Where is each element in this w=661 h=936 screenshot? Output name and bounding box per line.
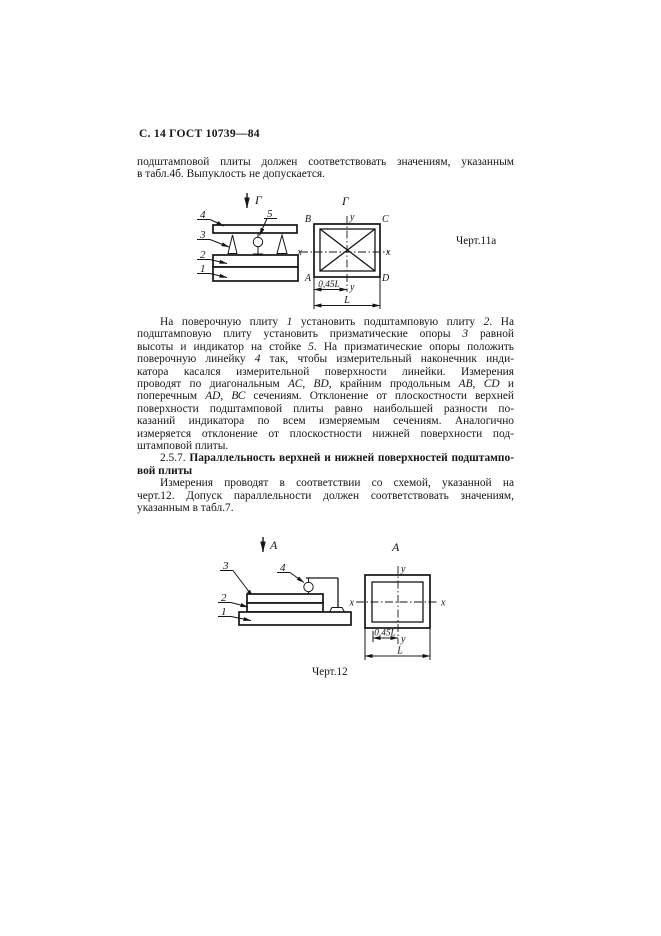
axis-x-right: x [386,247,391,258]
text-line: вой плиты [137,464,193,477]
top-view-title: А [392,540,400,554]
plate-outline [365,575,430,628]
fig12-top-view [349,540,446,660]
text-line: катора касался измерительной поверхности линейки. Измерения [137,365,514,378]
plate-1-side [239,612,351,625]
corner-c: C [382,214,389,225]
axis-y-bottom: y [401,634,406,645]
text-line: штамповой плиты. [137,440,229,453]
figure-11a-caption: Черт.11а [456,235,497,247]
callout-2: 2 [221,592,227,604]
plate-2-side [213,255,298,267]
dim-045l-label: 0,45L [318,280,340,290]
axis-x-right: x [441,597,446,609]
paragraph-intro [137,156,514,181]
text-line: казаний индикатора по всем измеряемым сечениям. Аналогично [137,415,514,428]
text-line: в табл.4б. Выпуклость не допускается. [137,168,326,181]
dimension-045l [314,277,347,293]
page-header: С. 14 ГОСТ 10739—84 [139,127,260,140]
corner-b: B [304,214,311,225]
section-heading-2-5-7 [137,452,514,477]
indicator [253,233,263,254]
paragraph-parallelism [137,477,514,514]
main-text-column [137,316,514,515]
text-line: высоты и индикатор на стойке 5. На призматические опоры положить [137,340,514,353]
top-view-title: Г [342,194,349,208]
figure-12 [180,535,470,667]
prism-support-left [228,235,237,254]
callout-3: 3 [200,229,206,241]
plate-1-side [213,267,298,281]
axis-y-bottom: y [350,282,355,293]
callout-4: 4 [280,562,286,574]
ruler-bar [213,225,297,233]
dim-l-label: L [344,295,350,306]
text-line: поверочную линейку 4 так, чтобы измерительный наконечник инди- [137,353,514,366]
dim-l-label: L [397,645,403,657]
fig11a-side-view [197,193,298,281]
text-line: подштамповой плиты должен соответствовать значениям, указанным [137,156,514,168]
corner-d: D [382,273,390,284]
text-line: поверхности подштамповой плиты равно наибольшей разности по- [137,402,514,415]
callout-1: 1 [200,263,206,275]
text-line: подштамповую плиту установить призматические опоры 3 равной [137,328,514,341]
text-line: 2.5.7. Параллельность верхней и нижней поверхностей подштампо- [160,452,514,465]
text-line: измеряется отклонение от плоскостности нижней поверхности под- [137,427,514,440]
callout-2: 2 [200,249,206,261]
view-direction-label: Г [255,193,262,207]
text-line: Измерения проводят в соответствии со схемой, указанной на [160,477,514,490]
text-line: На поверочную плиту 1 установить подштамповую плиту 2. На [160,316,514,328]
view-direction-label: А [270,538,278,552]
figure-12-caption: Черт.12 [312,666,348,678]
plate-3-side [247,594,323,603]
fig12-side-view [218,537,351,625]
dim-045l-label: 0,45L [374,628,396,639]
prism-support-right [277,235,287,254]
corner-a: A [304,273,311,284]
figure-11a [170,192,420,314]
callout-3: 3 [223,560,229,572]
axis-x-left: x [297,247,302,258]
text-line: черт.12. Допуск параллельности должен соответствовать значениям, [137,489,514,502]
callout-1: 1 [221,606,227,618]
axis-x-left: x [349,597,354,609]
text-line: указанным в табл.7. [137,502,234,515]
plate-2-side [247,603,323,612]
axis-y-top: y [350,212,355,223]
axis-y-top: y [401,564,406,575]
text-line: поперечным AD, ВС сечениям. Отклонение от плоскостности верхней [137,390,515,403]
fig11a-top-view [297,194,391,309]
callout-4: 4 [200,209,206,221]
dimension-045l [373,629,398,643]
paragraph-measurement [137,316,514,452]
callout-5: 5 [267,208,273,220]
text-line: проводят по диагональным АС, BD, крайним продольным АВ, CD и [137,378,514,391]
